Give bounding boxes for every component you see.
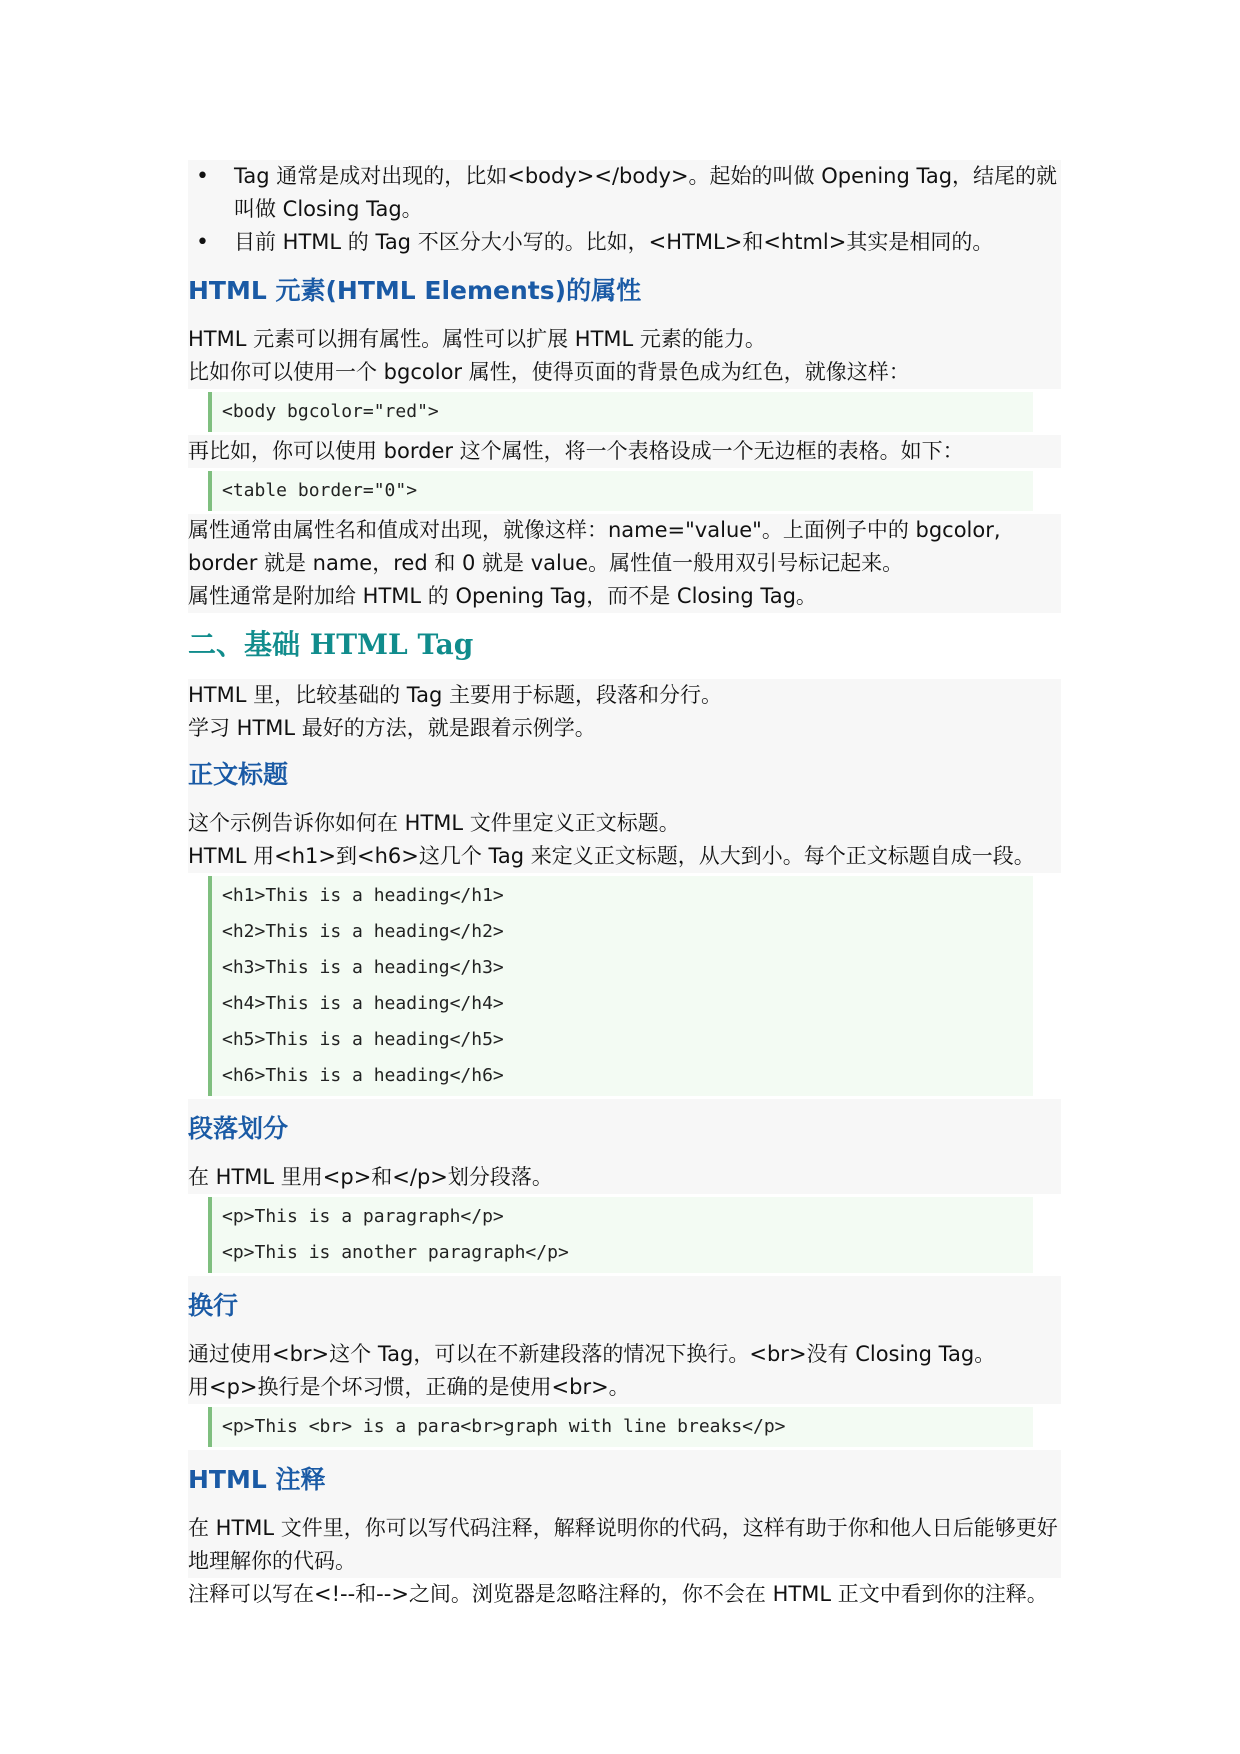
section-heading-linebreak: 换行 — [188, 1291, 239, 1320]
list-item: • Tag 通常是成对出现的，比如<body></body>。起始的叫做 Opening Tag，结尾的就叫做 Closing Tag。 — [188, 160, 1061, 226]
code-line: <body bgcolor="red"> — [222, 401, 439, 422]
code-line: <table border="0"> — [222, 480, 418, 501]
section-heading-comments: HTML 注释 — [188, 1465, 326, 1494]
section-heading-attributes: HTML 元素(HTML Elements)的属性 — [188, 276, 642, 305]
code-line: <h6>This is a heading</h6> — [222, 1065, 504, 1086]
code-block — [208, 392, 1033, 432]
code-line: <p>This <br> is a para<br>graph with line breaks</p> — [222, 1416, 786, 1437]
code-block-paragraphs — [208, 1197, 1033, 1273]
attributes-section — [188, 261, 1061, 389]
attributes-section-mid — [188, 435, 1061, 468]
code-line: <h4>This is a heading</h4> — [222, 993, 504, 1014]
paragraph: HTML 元素可以拥有属性。属性可以扩展 HTML 元素的能力。 — [188, 327, 766, 351]
code-line: <p>This is a paragraph</p> — [222, 1206, 504, 1227]
paragraph: 注释可以写在<!--和-->之间。浏览器是忽略注释的，你不会在 HTML 正文中看到你的注释。 — [188, 1582, 1048, 1606]
basic-section — [188, 679, 1061, 873]
linebreak-section — [188, 1276, 1061, 1404]
code-line: <h2>This is a heading</h2> — [222, 921, 504, 942]
section-heading-paragraphs: 段落划分 — [188, 1114, 289, 1143]
paragraph: 在 HTML 里用<p>和</p>划分段落。 — [188, 1165, 553, 1189]
list-item: • 目前 HTML 的 Tag 不区分大小写的。比如，<HTML>和<html>其实是相同的。 — [188, 226, 1061, 259]
code-block-linebreak — [208, 1407, 1033, 1447]
document-page — [188, 160, 1061, 1611]
paragraph: 用<p>换行是个坏习惯，正确的是使用<br>。 — [188, 1375, 630, 1399]
paragraph: HTML 里，比较基础的 Tag 主要用于标题，段落和分行。 — [188, 683, 723, 707]
attributes-section-outro — [188, 514, 1061, 613]
comments-section — [188, 1450, 1061, 1578]
code-line: <h1>This is a heading</h1> — [222, 885, 504, 906]
code-block-headings — [208, 876, 1033, 1096]
paragraph: HTML 用<h1>到<h6>这几个 Tag 来定义正文标题，从大到小。每个正文标题自成一段。 — [188, 844, 1035, 868]
chapter-heading-basic-tags — [188, 613, 1061, 679]
code-line: <h5>This is a heading</h5> — [222, 1029, 504, 1050]
code-line: <h3>This is a heading</h3> — [222, 957, 504, 978]
code-block — [208, 471, 1033, 511]
paragraph: 再比如，你可以使用 border 这个属性，将一个表格设成一个无边框的表格。如下： — [188, 439, 964, 463]
paragraph: 属性通常是附加给 HTML 的 Opening Tag，而不是 Closing Tag。 — [188, 584, 817, 608]
chapter-heading-cn: 二、基础 — [188, 628, 310, 661]
chapter-heading-latin: HTML Tag — [309, 628, 474, 661]
paragraph: 比如你可以使用一个 bgcolor 属性，使得页面的背景色成为红色，就像这样： — [188, 360, 910, 384]
section-heading-headings: 正文标题 — [188, 760, 289, 789]
tag-notes-list — [188, 160, 1061, 261]
code-line: <p>This is another paragraph</p> — [222, 1242, 569, 1263]
paragraph: 通过使用<br>这个 Tag，可以在不新建段落的情况下换行。<br>没有 Closing Tag。 — [188, 1342, 996, 1366]
paragraph: 这个示例告诉你如何在 HTML 文件里定义正文标题。 — [188, 811, 680, 835]
paragraphs-section — [188, 1099, 1061, 1194]
paragraph: 在 HTML 文件里，你可以写代码注释，解释说明你的代码，这样有助于你和他人日后能够更好地理解你的代码。 — [188, 1516, 1058, 1573]
paragraph: 学习 HTML 最好的方法，就是跟着示例学。 — [188, 716, 596, 740]
paragraph: 属性通常由属性名和值成对出现，就像这样：name="value"。上面例子中的 bgcolor, border 就是 name，red 和 0 就是 value。属性值一般用双引号标记起来。 — [188, 518, 1001, 575]
